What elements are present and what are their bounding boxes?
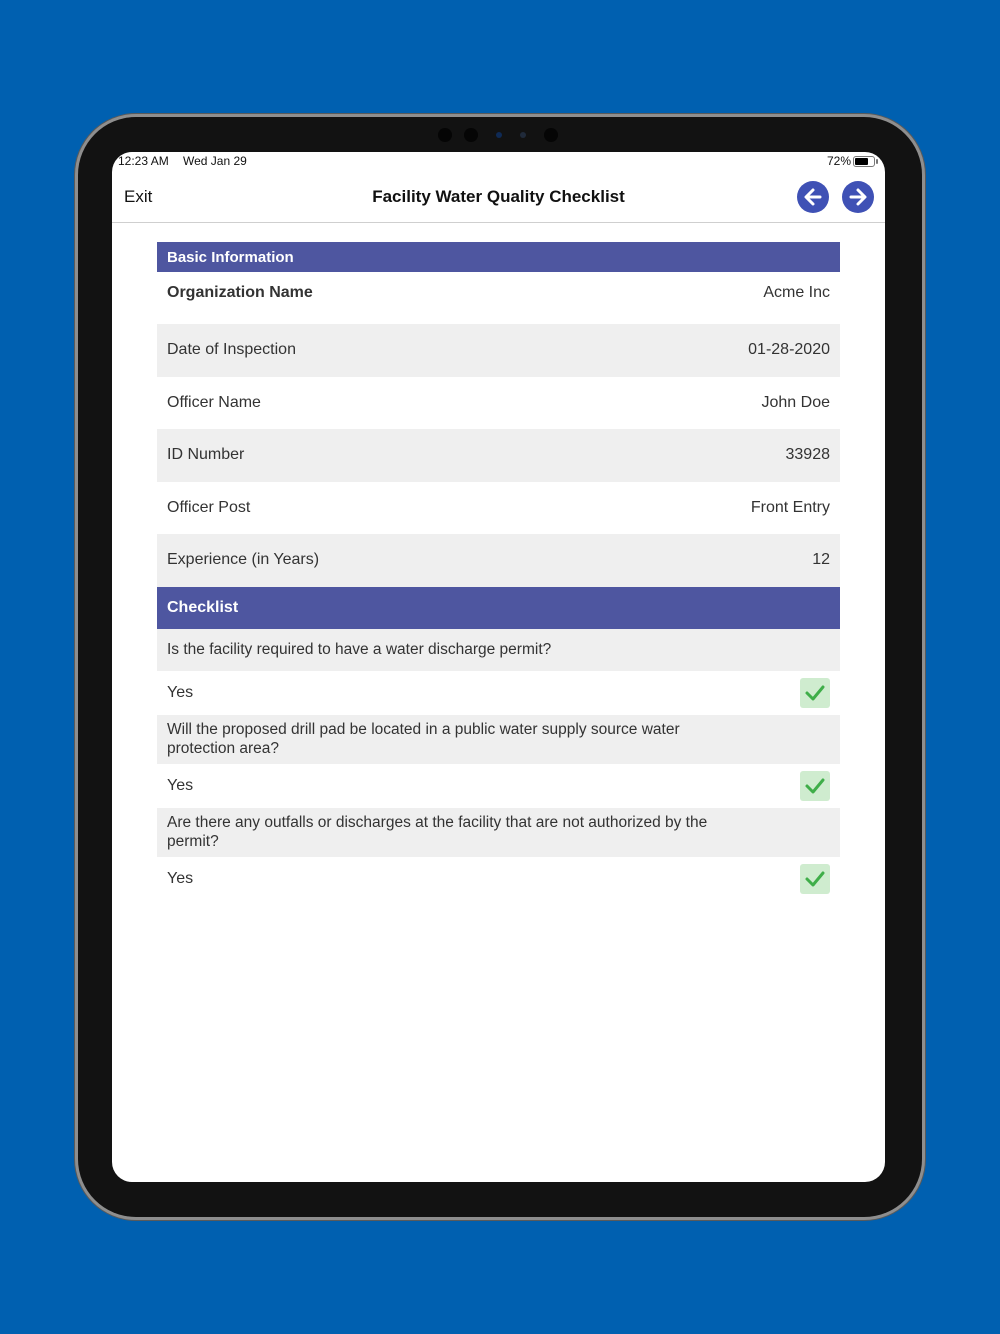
info-row-officer-post[interactable]	[157, 482, 840, 535]
info-value: Acme Inc	[763, 284, 830, 301]
camera-bar	[430, 126, 570, 144]
info-row-id-number[interactable]	[157, 429, 840, 482]
sensor-icon	[438, 128, 452, 142]
info-row-experience[interactable]	[157, 534, 840, 587]
status-bar	[112, 152, 885, 172]
checkmark-icon	[804, 868, 826, 890]
question-text: Will the proposed drill pad be located in a public water supply source water protection area?	[167, 721, 680, 757]
forward-button[interactable]	[842, 181, 874, 213]
checklist-header: Checklist	[157, 587, 840, 629]
checklist-question	[157, 629, 840, 671]
status-date: Wed Jan 29	[183, 154, 247, 168]
checklist-answer-row[interactable]	[157, 857, 840, 901]
arrow-left-icon	[803, 187, 823, 207]
basic-information-header: Basic Information	[157, 242, 840, 272]
info-label: Organization Name	[167, 284, 313, 301]
info-label: Date of Inspection	[167, 341, 296, 359]
question-text: Is the facility required to have a water discharge permit?	[167, 641, 552, 658]
answer-label: Yes	[167, 776, 194, 794]
sensor-icon	[464, 128, 478, 142]
app-screen	[112, 152, 885, 1182]
info-row-officer-name[interactable]	[157, 377, 840, 430]
checklist-question	[157, 715, 840, 764]
info-value: 01-28-2020	[748, 341, 830, 359]
checkmark-icon	[804, 682, 826, 704]
info-value: 33928	[785, 446, 830, 464]
exit-button[interactable]: Exit	[124, 187, 153, 206]
page-title: Facility Water Quality Checklist	[372, 187, 625, 206]
info-label: Officer Name	[167, 393, 261, 411]
sensor-icon	[520, 132, 526, 138]
answer-checkbox[interactable]	[800, 678, 830, 708]
info-row-organization[interactable]	[157, 272, 840, 324]
battery-icon	[853, 156, 875, 167]
back-button[interactable]	[797, 181, 829, 213]
navigation-bar	[112, 172, 885, 223]
answer-label: Yes	[167, 683, 194, 701]
answer-checkbox[interactable]	[800, 771, 830, 801]
battery-percentage: 72%	[826, 154, 851, 168]
info-label: Experience (in Years)	[167, 551, 320, 569]
question-text: Are there any outfalls or discharges at the facility that are not authorized by the permit?	[167, 814, 708, 850]
info-value: 12	[812, 551, 830, 569]
checklist-answer-row[interactable]	[157, 671, 840, 715]
sensor-icon	[544, 128, 558, 142]
checkmark-icon	[804, 775, 826, 797]
checklist-answer-row[interactable]	[157, 764, 840, 808]
checklist-form	[157, 242, 840, 901]
info-value: Front Entry	[750, 498, 830, 516]
arrow-right-icon	[848, 187, 868, 207]
camera-icon	[496, 132, 502, 138]
info-label: ID Number	[167, 446, 245, 464]
answer-checkbox[interactable]	[800, 864, 830, 894]
checklist-question	[157, 808, 840, 857]
answer-label: Yes	[167, 869, 194, 887]
info-label: Officer Post	[167, 498, 251, 516]
info-value: John Doe	[761, 393, 830, 411]
info-row-date[interactable]	[157, 324, 840, 377]
status-time: 12:23 AM	[118, 154, 169, 168]
